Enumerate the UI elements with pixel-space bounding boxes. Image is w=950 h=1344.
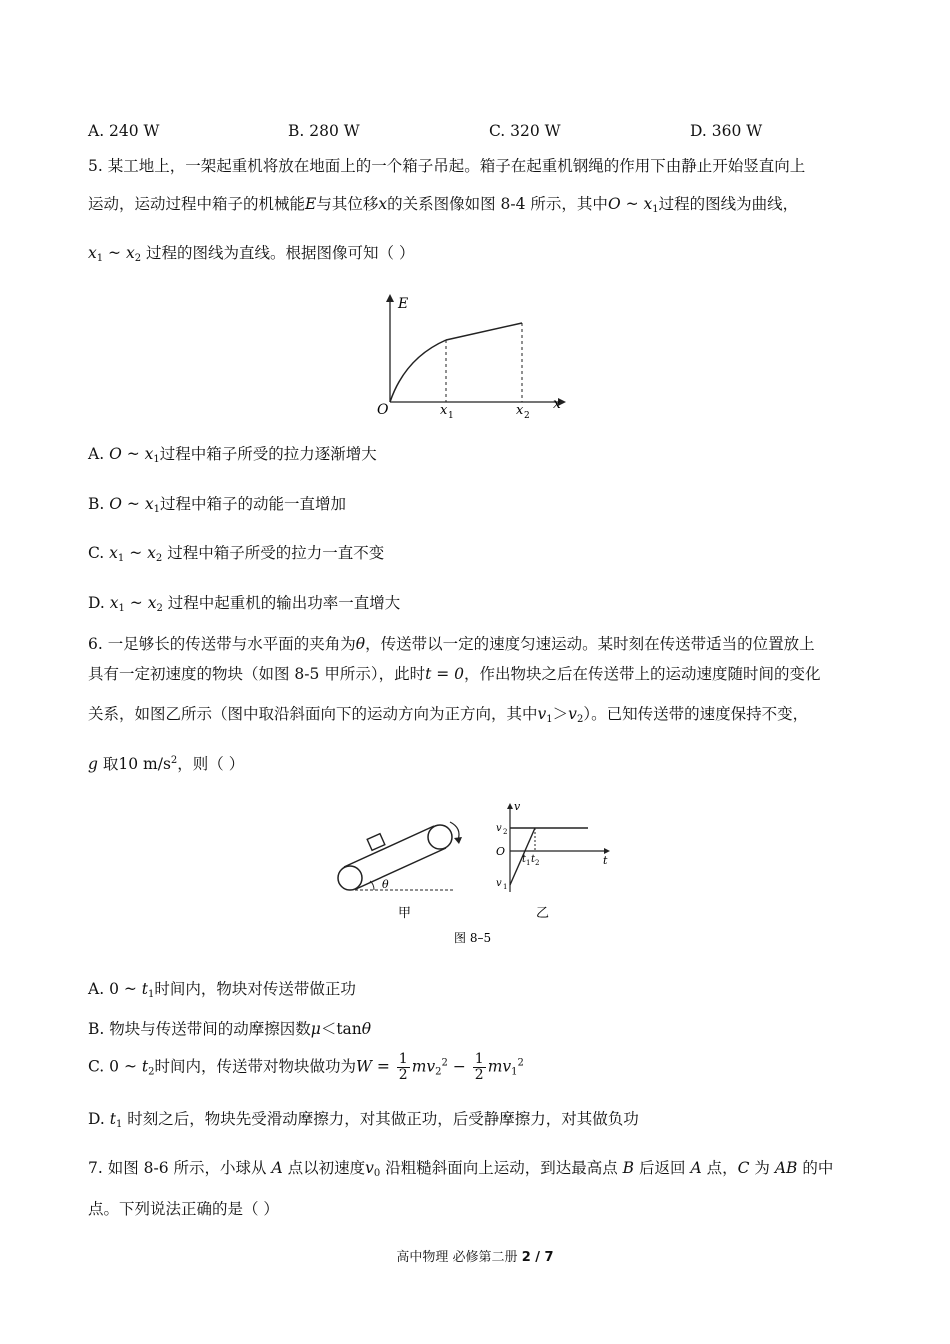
q4-option-c: C. 320 W (489, 122, 561, 140)
q5-line3: $x_1$ ~ $x_2$ 过程的图线为直线。根据图像可知（ ） (88, 244, 415, 264)
caption-left: 甲 (398, 906, 412, 921)
q7-line1: 7. 如图 8-6 所示，小球从 A 点以初速度$v_0$ 沿粗糙斜面向上运动，到达最高点 B 后返回 A 点，C 为 AB 的中 (88, 1159, 834, 1179)
q6-line1: 6. 一足够长的传送带与水平面的夹角为θ，传送带以一定的速度匀速运动。某时刻在传送带适当的位置放上 (88, 635, 815, 653)
svg-text:v: v (514, 800, 521, 813)
q4-option-d: D. 360 W (690, 122, 763, 140)
q5-option-b: B. O ~ $x_1$过程中箱子的动能一直增加 (88, 495, 346, 515)
axis-label-E: E (398, 296, 409, 312)
q6-option-c: C. 0 ~ $t_2$时间内，传送带对物块做功为W = $\frac{1}{2}$ $mv_2^2$ − $\frac{1}{2}$ $mv_1^2$ (88, 1051, 524, 1083)
tick-x1: x (440, 403, 448, 418)
conveyor-belt-diagram (338, 822, 462, 921)
q5-option-a: A. O ~ $x_1$过程中箱子所受的拉力逐渐增大 (88, 445, 377, 465)
svg-text:t: t (522, 854, 527, 865)
q7-line2: 点。下列说法正确的是（ ） (88, 1200, 279, 1218)
q5-option-c: C. $x_1$ ~ $x_2$ 过程中箱子所受的拉力一直不变 (88, 544, 385, 564)
svg-text:v: v (496, 823, 502, 834)
q6-line3: 关系，如图乙所示（图中取沿斜面向下的运动方向为正方向，其中$v_1>v_2$）。已知传送带的速度保持不变， (88, 705, 809, 725)
q6-option-a: A. 0 ~ $t_1$时间内，物块对传送带做正功 (88, 980, 356, 1000)
q5-line1: 5. 某工地上，一架起重机将放在地面上的一个箱子吊起。箱子在起重机钢绳的作用下由静止开始竖直向上 (88, 157, 806, 175)
q6-line4: g 取10 $m/s^2$，则（ ） (88, 755, 245, 773)
conveyor-figure (330, 800, 620, 950)
svg-text:v: v (496, 878, 502, 889)
page-footer: 高中物理 必修第二册 2 / 7 (396, 1250, 554, 1265)
svg-text:t: t (531, 854, 536, 865)
svg-text:θ: θ (382, 878, 389, 891)
figure-caption: 图 8–5 (454, 931, 492, 945)
svg-text:2: 2 (503, 828, 508, 836)
svg-text:O: O (496, 845, 506, 858)
q6-line2: 具有一定初速度的物块（如图 8-5 甲所示），此时t = 0，作出物块之后在传送带上的运动速度随时间的变化 (88, 665, 821, 683)
svg-text:t: t (603, 854, 608, 867)
q4-option-b: B. 280 W (288, 122, 360, 140)
page-number: 2 / 7 (521, 1250, 554, 1265)
svg-text:2: 2 (535, 859, 540, 867)
tick-x2-sub: 2 (524, 411, 530, 420)
q6-option-b: B. 物块与传送带间的动摩擦因数μ＜tanθ (88, 1020, 372, 1038)
tick-x1-sub: 1 (448, 411, 454, 420)
velocity-time-graph (496, 800, 610, 921)
q5-line2: 运动，运动过程中箱子的机械能E与其位移x的关系图像如图 8-4 所示，其中O ~ $x_1$过程的图线为曲线， (88, 195, 799, 215)
tick-x2: x (516, 403, 524, 418)
svg-text:1: 1 (526, 859, 531, 867)
axis-label-x: x (553, 396, 561, 412)
q4-option-a: A. 240 W (88, 122, 160, 140)
block (367, 834, 385, 851)
q6-option-d: D. $t_1$ 时刻之后，物块先受滑动摩擦力，对其做正功，后受静摩擦力，对其做负功 (88, 1110, 639, 1130)
svg-text:1: 1 (503, 883, 508, 891)
q5-option-d: D. $x_1$ ~ $x_2$ 过程中起重机的输出功率一直增大 (88, 594, 401, 614)
origin-label: O (377, 402, 389, 418)
caption-right: 乙 (536, 906, 550, 921)
energy-displacement-graph (370, 290, 570, 420)
